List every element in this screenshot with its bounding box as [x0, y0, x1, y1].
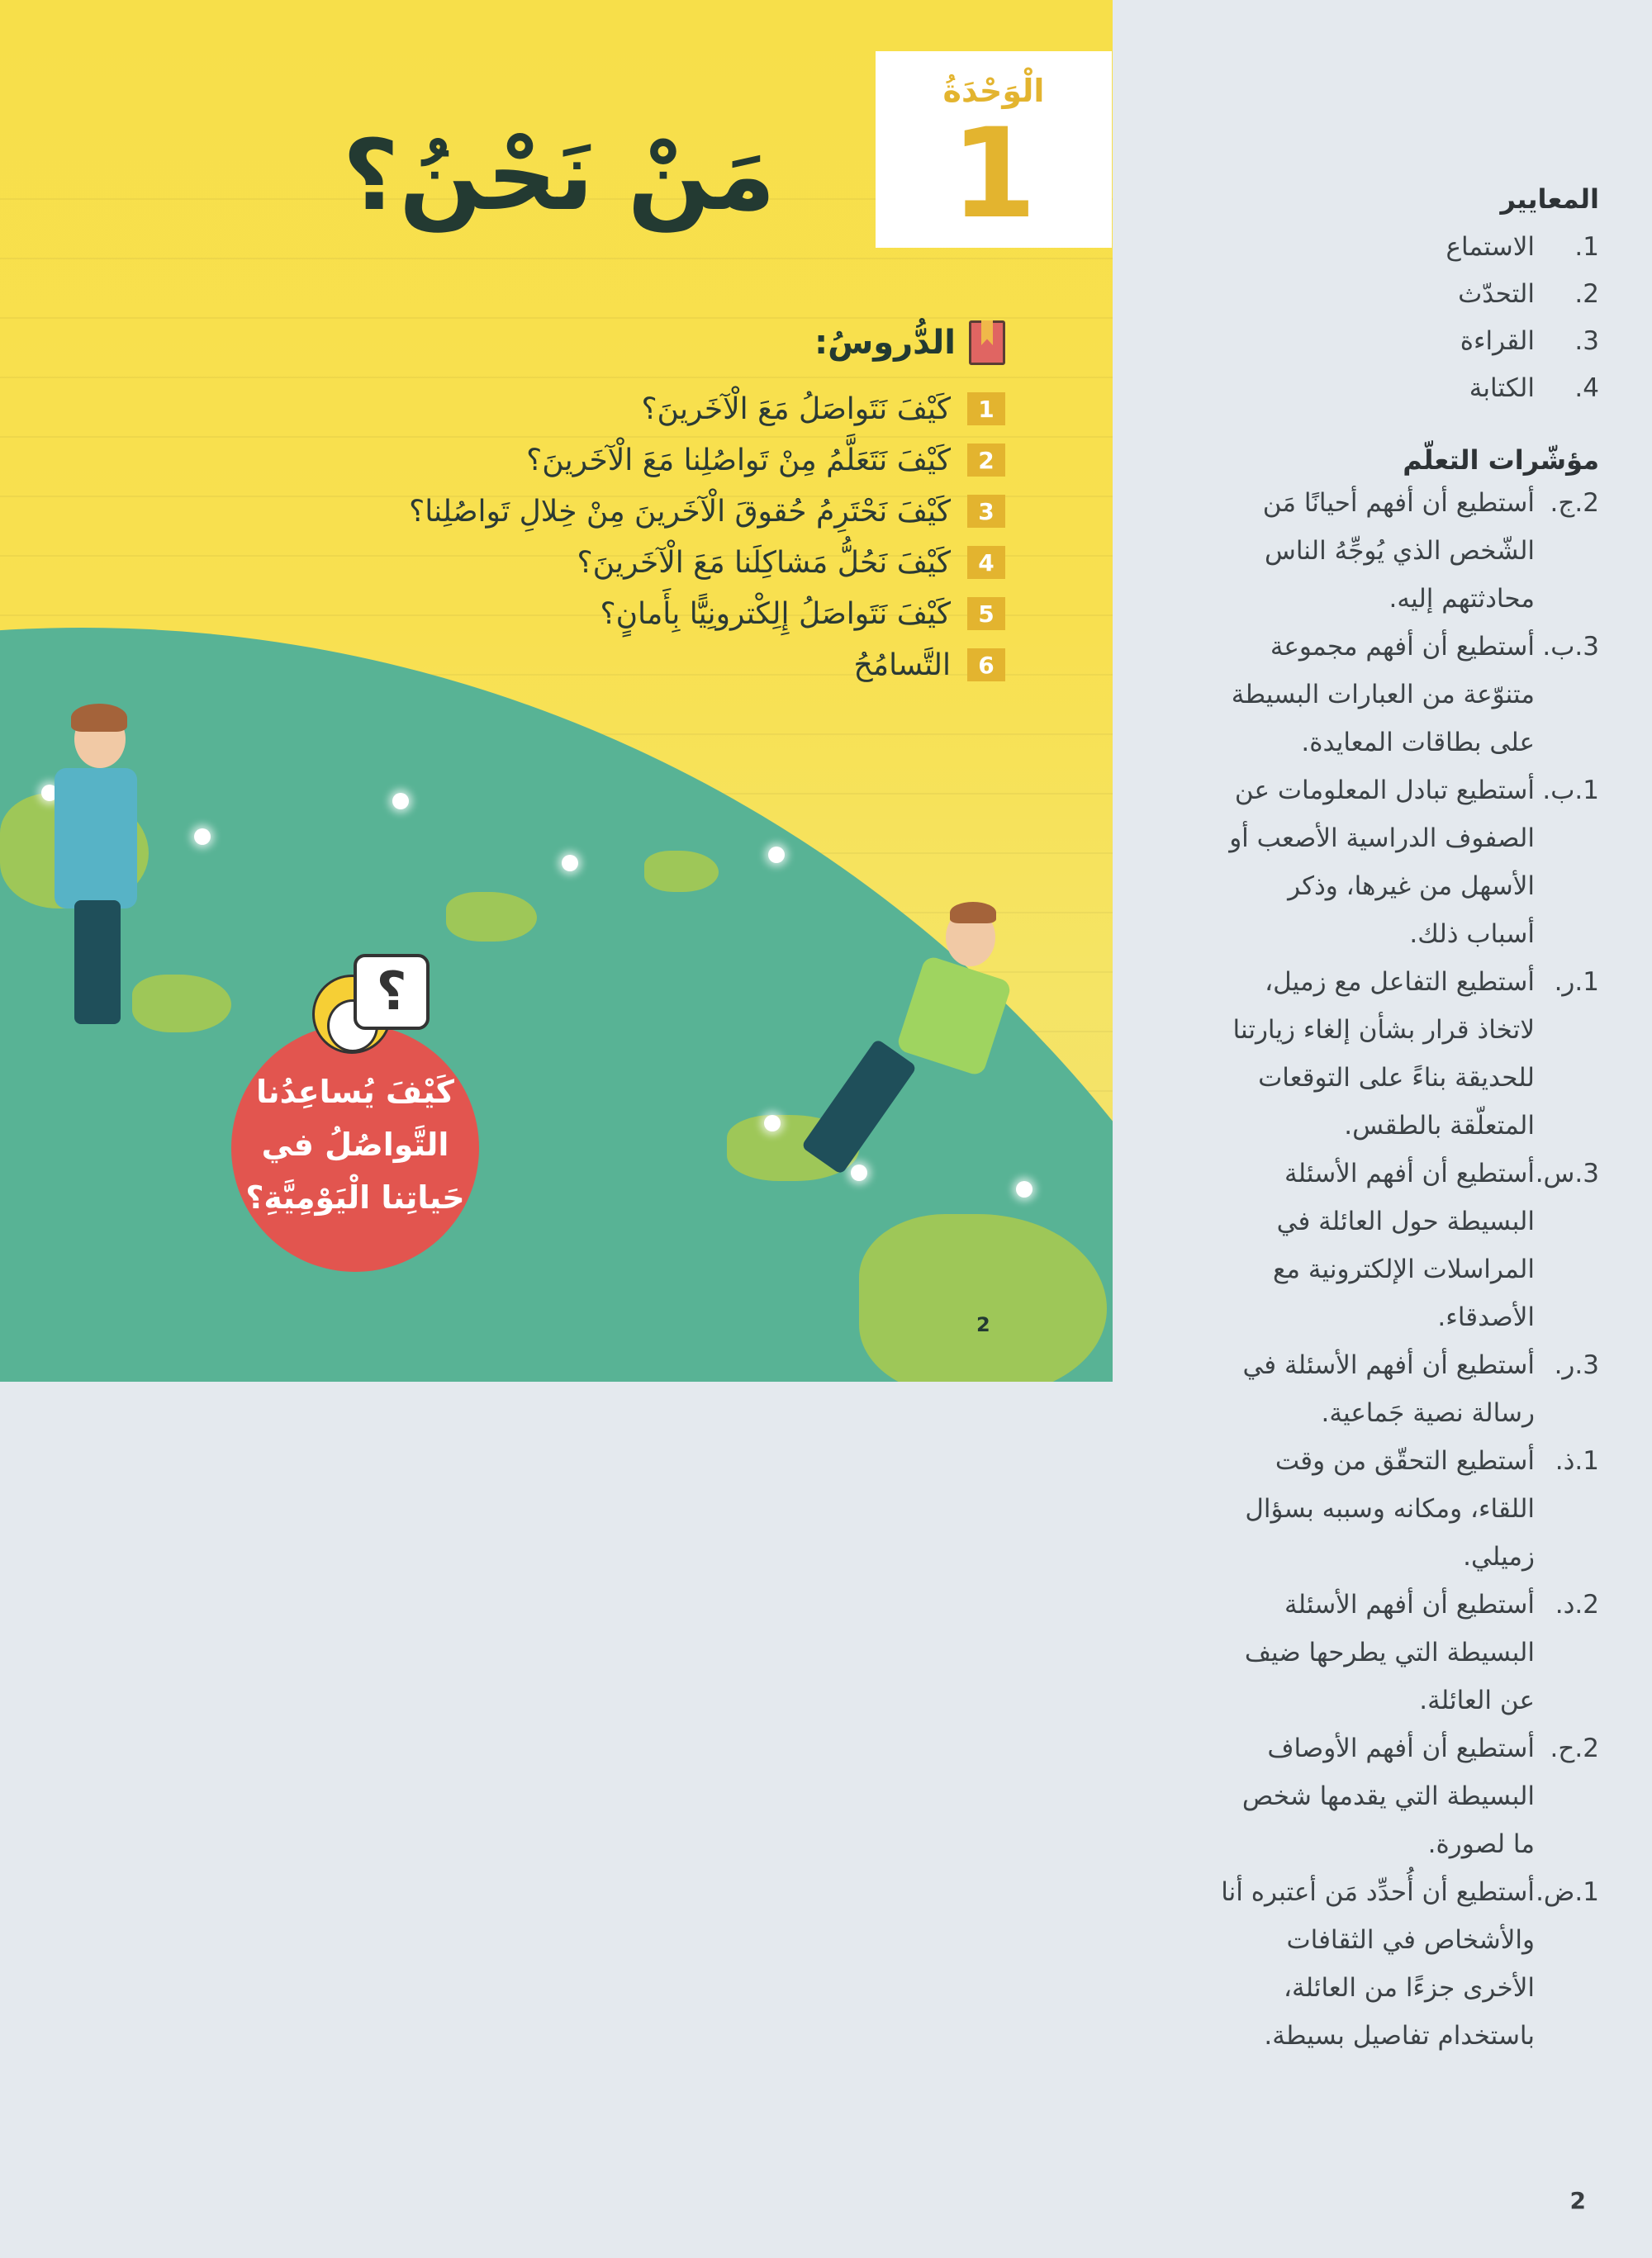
sparkle-icon — [851, 1165, 867, 1181]
indicator-code: 1.ض. — [1536, 1877, 1599, 1907]
standard-item — [1137, 270, 1599, 317]
sparkle-icon — [768, 847, 785, 863]
big-question-badge — [231, 1024, 479, 1272]
indicator-code: 1.ر. — [1554, 967, 1599, 997]
badge-line: كَيْفَ يُساعِدُنا — [256, 1074, 454, 1110]
badge-line: التَّواصُلُ في — [261, 1127, 449, 1163]
indicator-item — [1137, 1341, 1599, 1437]
indicator-text: أستطيع أن أفهم الأسئلة في رسالة نصية جَماعية. — [1242, 1350, 1535, 1428]
standard-item — [1137, 223, 1599, 270]
indicator-code: 3.س. — [1535, 1159, 1599, 1188]
indicator-text: أستطيع أن أفهم مجموعة متنوّعة من العبارات البسيطة على بطاقات المعايدة. — [1231, 632, 1535, 757]
land-shape — [446, 892, 537, 942]
standard-item — [1137, 364, 1599, 411]
hair — [950, 902, 996, 923]
indicators-title: مؤشّرات التعلّم — [1403, 444, 1599, 476]
indicator-text: أستطيع أن أُحدِّد مَن أعتبره أنا والأشخاص في الثقافات الأخرى جزءًا من العائلة، باستخدام تفاصيل بسيطة. — [1221, 1877, 1535, 2051]
lesson-number-badge: 6 — [967, 648, 1005, 681]
indicator-item — [1137, 1437, 1599, 1581]
lesson-item — [179, 383, 1005, 434]
indicator-text: أستطيع أن أفهم الأسئلة البسيطة حول العائلة في المراسلات الإلكترونية مع الأصدقاء. — [1272, 1159, 1535, 1332]
indicator-item — [1137, 1868, 1599, 2060]
lesson-number-badge: 3 — [967, 495, 1005, 528]
lesson-title: كَيْفَ نَتَعَلَّمُ مِنْ تَواصُلِنا مَعَ الْآخَرينَ؟ — [526, 443, 951, 477]
standards-title: المعايير — [1500, 183, 1599, 215]
sparkle-icon — [392, 793, 409, 809]
lesson-number-badge: 5 — [967, 597, 1005, 630]
lessons-list — [179, 320, 1005, 690]
lesson-title: كَيْفَ نَحْتَرِمُ حُقوقَ الْآخَرينَ مِنْ خِلالِ تَواصُلِنا؟ — [409, 494, 951, 529]
lesson-title: التَّسامُحُ — [853, 648, 951, 682]
lesson-item — [179, 537, 1005, 588]
lesson-number-badge: 1 — [967, 392, 1005, 425]
indicator-item — [1137, 1581, 1599, 1724]
standard-text: التحدّث — [1458, 278, 1535, 309]
indicator-text: أستطيع التحقّق من وقت اللقاء، ومكانه وسببه بسؤال زميلي. — [1245, 1446, 1535, 1572]
lesson-item — [179, 486, 1005, 537]
lesson-item — [179, 588, 1005, 639]
indicator-code: 3.ر. — [1554, 1350, 1599, 1380]
question-speech-bubble-icon: ؟ — [354, 954, 430, 1030]
land-shape — [644, 851, 719, 892]
torso — [55, 768, 137, 908]
sparkle-icon — [194, 828, 211, 845]
indicator-code: 2.ج. — [1550, 488, 1599, 518]
hair — [71, 704, 127, 732]
lesson-number-badge: 2 — [967, 444, 1005, 477]
indicator-item — [1137, 623, 1599, 766]
standard-text: الكتابة — [1469, 372, 1535, 403]
indicator-text: أستطيع التفاعل مع زميل، لاتخاذ قرار بشأن إلغاء زيارتنا للحديقة بناءً على التوقعات المتعلّقة بالطقس. — [1232, 967, 1535, 1141]
unit-cover-image — [0, 0, 1113, 1382]
book-bookmark-icon — [969, 320, 1005, 365]
standard-number: 3. — [1574, 325, 1599, 356]
indicator-code: 2.د. — [1555, 1590, 1599, 1620]
lessons-header — [179, 320, 1005, 365]
standards-column — [1137, 183, 1599, 2060]
standard-number: 2. — [1574, 278, 1599, 309]
lesson-number-badge: 4 — [967, 546, 1005, 579]
indicator-code: 1.ذ. — [1555, 1446, 1599, 1476]
lesson-title: كَيْفَ نَتَواصَلُ إِلِكْترونِيًّا بِأَمانٍ؟ — [600, 596, 951, 631]
land-shape — [132, 975, 231, 1032]
indicator-code: 1.ب. — [1542, 776, 1599, 805]
sparkle-icon — [764, 1115, 781, 1131]
standard-number: 1. — [1574, 231, 1599, 262]
page-number: 2 — [1569, 2187, 1586, 2214]
indicator-text: أستطيع تبادل المعلومات عن الصفوف الدراسية الأصعب أو الأسهل من غيرها، وذكر أسباب ذلك. — [1229, 776, 1535, 949]
legs — [74, 900, 121, 1024]
indicator-text: أستطيع أن أفهم أحيانًا مَن الشّخص الذي يُوجِّهُ الناس محادثتهم إليه. — [1262, 488, 1535, 614]
indicator-item — [1137, 958, 1599, 1150]
indicator-item — [1137, 479, 1599, 623]
standard-number: 4. — [1574, 372, 1599, 403]
indicator-item — [1137, 1724, 1599, 1868]
indicator-item — [1137, 1150, 1599, 1341]
standard-text: الاستماع — [1446, 231, 1535, 262]
indicator-text: أستطيع أن أفهم الأسئلة البسيطة التي يطرحها ضيف عن العائلة. — [1244, 1590, 1535, 1715]
unit-number: 1 — [950, 102, 1037, 246]
lesson-item — [179, 639, 1005, 690]
indicator-code: 2.ح. — [1550, 1734, 1599, 1763]
lesson-title: كَيْفَ نَتَواصَلُ مَعَ الْآخَرينَ؟ — [641, 391, 951, 426]
lessons-title: الدُّروسُ: — [814, 324, 956, 362]
indicator-code: 3.ب. — [1542, 632, 1599, 662]
unit-label: الْوَحْدَةُ — [942, 73, 1045, 109]
lesson-title: كَيْفَ نَحُلُّ مَشاكِلَنا مَعَ الْآخَرينَ؟ — [577, 545, 951, 580]
lesson-item — [179, 434, 1005, 486]
sparkle-icon — [562, 855, 578, 871]
sparkle-icon — [1016, 1181, 1032, 1198]
cover-page-number: 2 — [976, 1313, 990, 1336]
unit-title: مَنْ نَحْنُ؟ — [342, 118, 776, 232]
indicator-item — [1137, 766, 1599, 958]
indicator-text: أستطيع أن أفهم الأوصاف البسيطة التي يقدمها شخص ما لصورة. — [1241, 1734, 1535, 1859]
standard-item — [1137, 317, 1599, 364]
standard-text: القراءة — [1460, 325, 1535, 356]
unit-number-box — [876, 51, 1112, 248]
badge-line: حَياتِنا الْيَوْمِيَّةِ؟ — [245, 1179, 465, 1216]
